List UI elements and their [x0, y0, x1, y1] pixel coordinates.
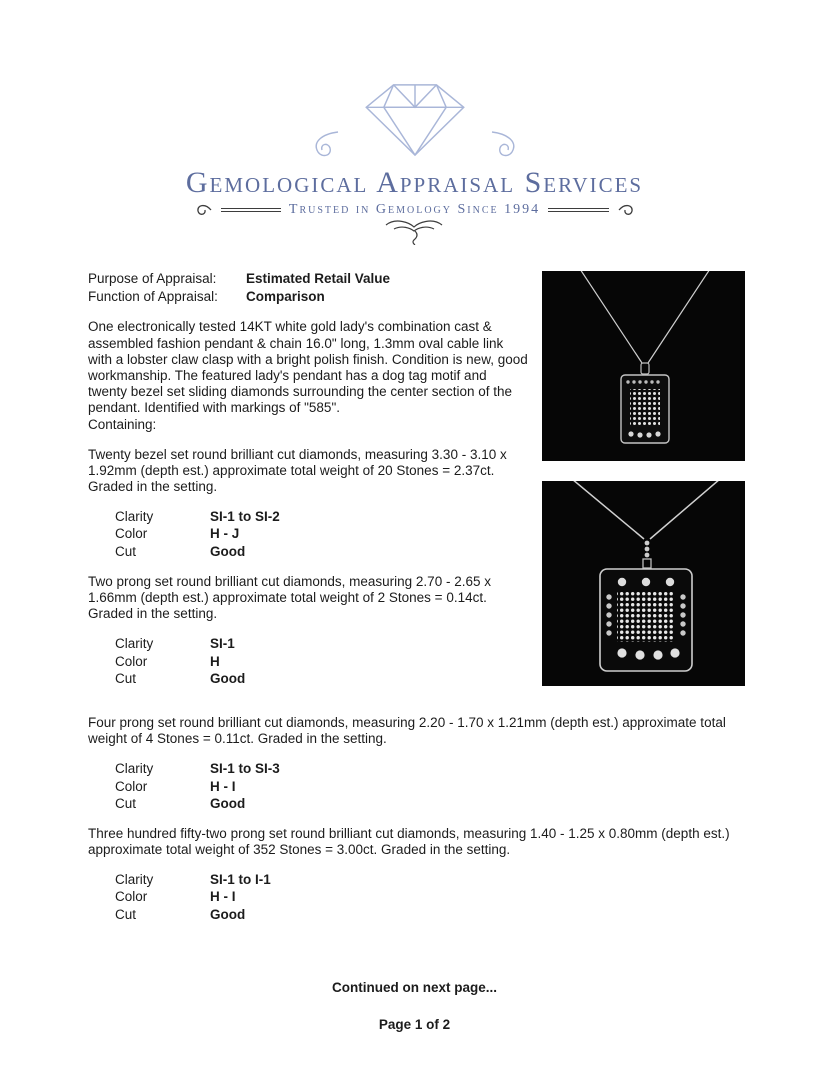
cut-label: Cut — [115, 543, 137, 559]
purpose-label: Purpose of Appraisal: — [88, 271, 217, 286]
tagline-row — [195, 202, 635, 218]
cut-value: Good — [210, 670, 246, 686]
color-value: H — [210, 653, 220, 669]
center-flourish-icon — [0, 219, 829, 245]
text-column — [88, 271, 528, 701]
cut-row — [115, 907, 745, 923]
cut-row — [115, 544, 528, 560]
tagline: Trusted in Gemology Since 1994 — [288, 202, 541, 217]
clarity-value: SI-1 to SI-3 — [210, 761, 280, 777]
pendant-photo-2 — [542, 481, 745, 686]
purpose-value: Estimated Retail Value — [246, 271, 391, 286]
color-label: Color — [115, 526, 148, 542]
stone-group-description: Twenty bezel set round brilliant cut diamonds, measuring 3.30 - 3.10 x 1.92mm (depth est.) approximate total weight of 20 Stones = 2.37ct. Graded in the setting. — [88, 446, 507, 495]
cut-value: Good — [210, 795, 246, 811]
cut-value: Good — [210, 543, 246, 559]
clarity-row — [115, 509, 528, 525]
diamond-logo-icon — [356, 80, 474, 158]
left-curl-icon — [195, 203, 213, 217]
clarity-label: Clarity — [115, 636, 154, 652]
stone-group-description: Four prong set round brilliant cut diamonds, measuring 2.20 - 1.70 x 1.21mm (depth est.) approximate total weight of 4 Stones = 0.11ct. Graded in the setting. — [88, 714, 726, 747]
clarity-row — [115, 761, 745, 777]
color-label: Color — [115, 889, 148, 905]
clarity-label: Clarity — [115, 872, 154, 888]
cut-value: Good — [210, 906, 246, 922]
right-rule — [548, 208, 608, 212]
document-body — [0, 245, 829, 923]
page-number: Page 1 of 2 — [378, 1017, 451, 1032]
right-scroll-ornament-icon — [488, 128, 522, 158]
cut-label: Cut — [115, 795, 137, 811]
color-label: Color — [115, 778, 148, 794]
letterhead — [0, 0, 829, 245]
containing-label: Containing: — [88, 416, 157, 432]
function-row — [88, 289, 528, 305]
cut-row — [115, 671, 528, 687]
grading-table — [115, 872, 745, 923]
clarity-value: SI-1 — [210, 636, 235, 652]
clarity-label: Clarity — [115, 761, 154, 777]
cut-label: Cut — [115, 906, 137, 922]
stone-group-description: Two prong set round brilliant cut diamonds, measuring 2.70 - 2.65 x 1.66mm (depth est.) approximate total weight of 2 Stones = 0.14ct. Graded in the setting. — [88, 573, 491, 622]
company-name: Gemological Appraisal Services — [185, 166, 644, 199]
purpose-row — [88, 271, 528, 287]
clarity-value: SI-1 to I-1 — [210, 872, 271, 888]
left-scroll-ornament-icon — [308, 128, 342, 158]
color-row — [115, 889, 745, 905]
logo-row — [0, 80, 829, 158]
clarity-row — [115, 872, 745, 888]
function-label: Function of Appraisal: — [88, 289, 218, 305]
color-row — [115, 526, 528, 542]
grading-table — [115, 509, 528, 560]
clarity-value: SI-1 to SI-2 — [210, 509, 280, 525]
color-label: Color — [115, 653, 148, 669]
right-curl-icon — [617, 203, 635, 217]
pendant-photo-1 — [542, 271, 745, 461]
full-width-sections — [88, 715, 745, 923]
clarity-row — [115, 636, 528, 652]
function-value: Comparison — [246, 289, 325, 305]
item-description: One electronically tested 14KT white gold lady's combination cast & assembled fashion pendant & chain 16.0" long, 1.3mm oval cable link with a lobster claw clasp with a bright polish finish. Condition is new, good workmanship. The featured lady's pendant has a dog tag motif and twenty bezel set sliding diamonds surrounding the center section of the pendant. Identified with markings of "585". — [88, 319, 528, 416]
continued-note: Continued on next page... — [332, 980, 497, 995]
color-value: H - J — [210, 526, 240, 542]
stone-group-description: Three hundred fifty-two prong set round brilliant cut diamonds, measuring 1.40 - 1.25 x 0.80mm (depth est.) approximate total weight of 352 Stones = 3.00ct. Graded in the setting. — [88, 825, 730, 858]
cut-row — [115, 796, 745, 812]
color-value: H - I — [210, 778, 236, 794]
color-row — [115, 654, 528, 670]
left-rule — [221, 208, 281, 212]
cut-label: Cut — [115, 670, 137, 686]
grading-table — [115, 636, 528, 687]
photo-column — [542, 271, 745, 701]
color-value: H - I — [210, 889, 236, 905]
page-footer — [0, 980, 829, 1032]
clarity-label: Clarity — [115, 509, 154, 525]
grading-table — [115, 761, 745, 812]
color-row — [115, 779, 745, 795]
